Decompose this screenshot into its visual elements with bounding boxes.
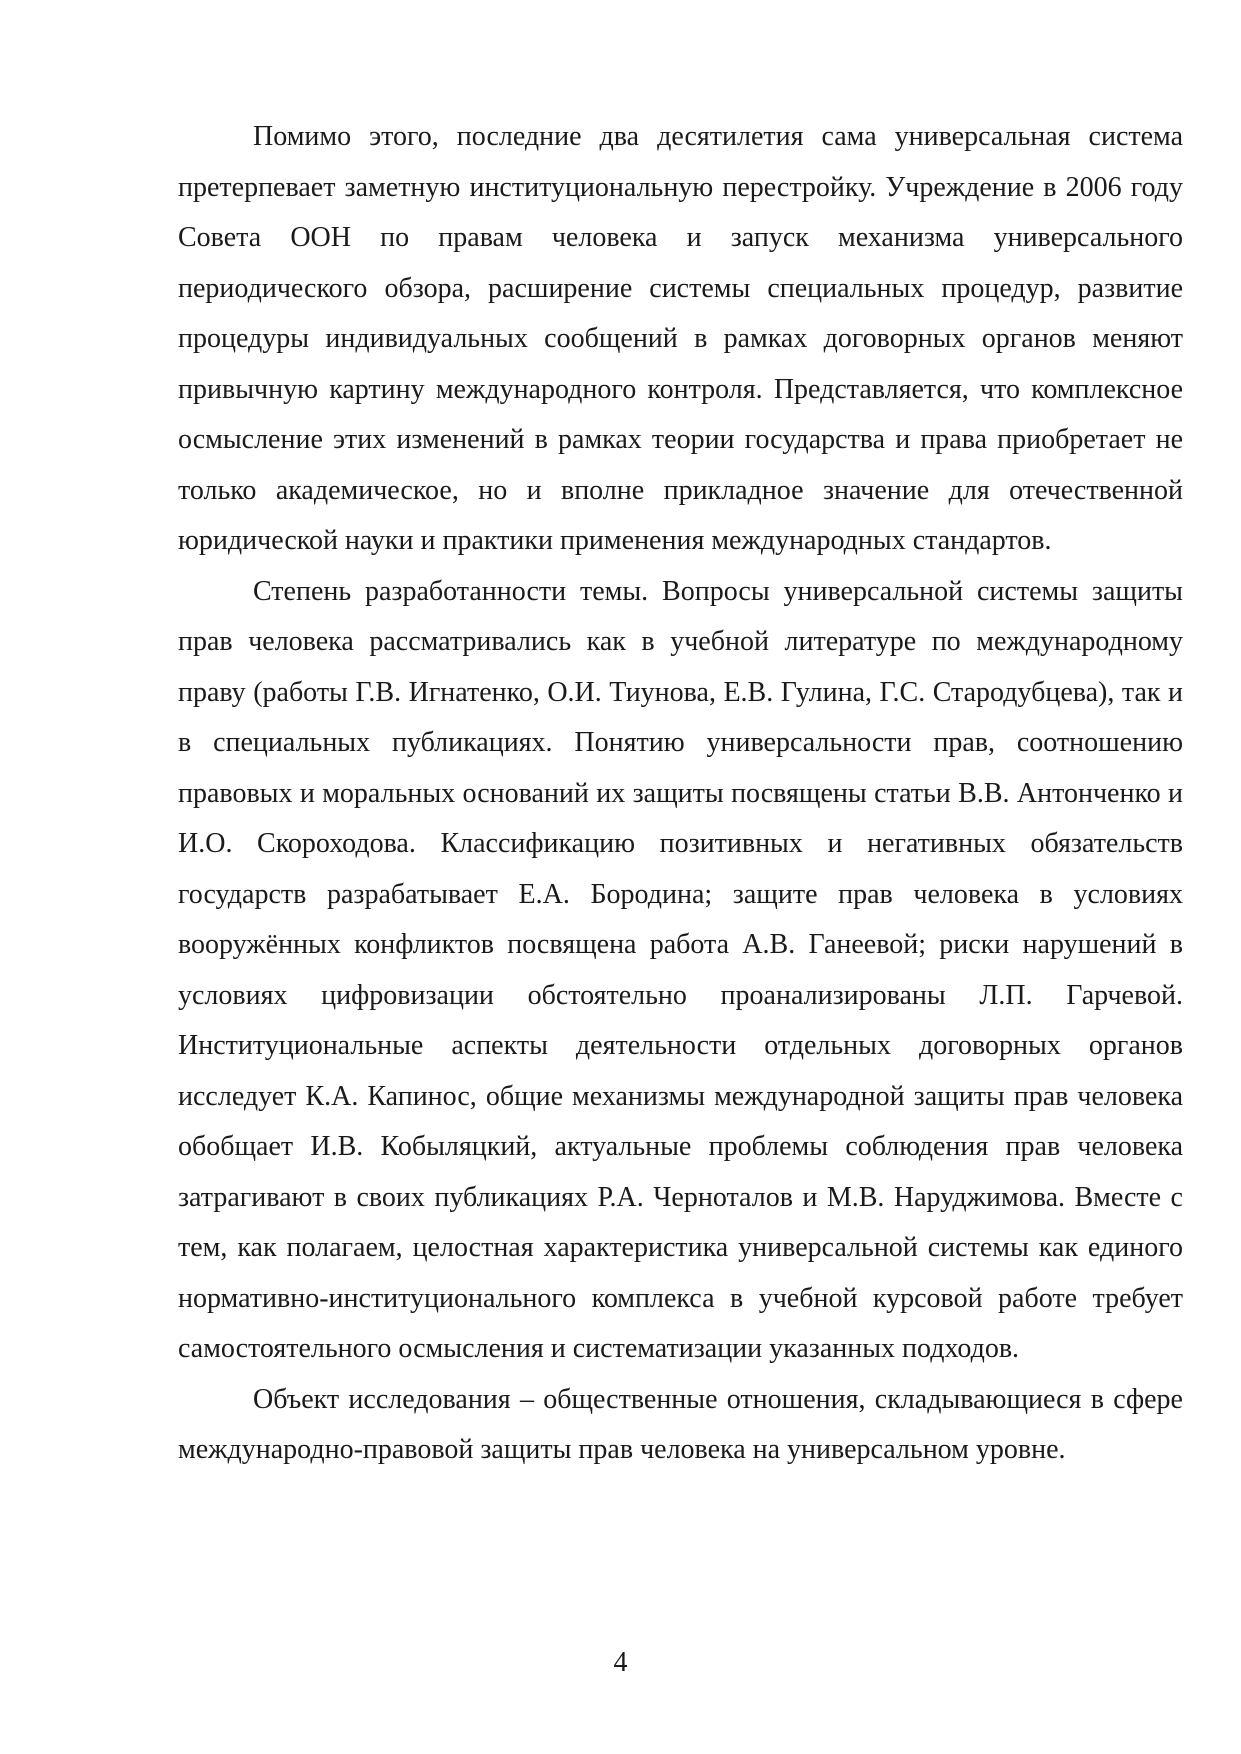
page-number: 4 xyxy=(613,1647,628,1678)
paragraph-institutional-reform: Помимо этого, последние два десятилетия сама универсальная система претерпевает заметную институциональную перестройку. Учреждение в 2006 году Совета ООН по правам человека и запуск механизма универсального периодического обзора, расширение системы специальных процедур, развитие процедуры индивидуальных сообщений в рамках договорных органов меняют привычную картину международного контроля. Представляется, что комплексное осмысление этих изменений в рамках теории государства и права приобретает не только академическое, но и вполне прикладное значение для отечественной юридической науки и практики применения международных стандартов. xyxy=(178,121,1183,556)
paragraph-research-object: Объект исследования – общественные отношения, складывающиеся в сфере международно-правовой защиты прав человека на универсальном уровне. xyxy=(178,1383,1183,1465)
paragraph-degree-of-development: Степень разработанности темы. Вопросы универсальной системы защиты прав человека рассматривались как в учебной литературе по международному праву (работы Г.В. Игнатенко, О.И. Тиунова, Е.В. Гулина, Г.С. Стародубцева), так и в специальных публикациях. Понятию универсальности прав, соотношению правовых и моральных оснований их защиты посвящены статьи В.В. Антонченко и И.О. Скороходова. Классификацию позитивных и негативных обязательств государств разрабатывает Е.А. Бородина; защите прав человека в условиях вооружённых конфликтов посвящена работа А.В. Ганеевой; риски нарушений в условиях цифровизации обстоятельно проанализированы Л.П. Гарчевой. Институциональные аспекты деятельности отдельных договорных органов исследует К.А. Капинос, общие механизмы международной защиты прав человека обобщает И.В. Кобыляцкий, актуальные проблемы соблюдения прав человека затрагивают в своих публикациях Р.А. Черноталов и М.В. Наруджимова. Вместе с тем, как полагаем, целостная характеристика универсальной системы как единого нормативно-институционального комплекса в учебной курсовой работе требует самостоятельного осмысления и систематизации указанных подходов. xyxy=(178,575,1183,1364)
document-body xyxy=(178,112,1183,1476)
